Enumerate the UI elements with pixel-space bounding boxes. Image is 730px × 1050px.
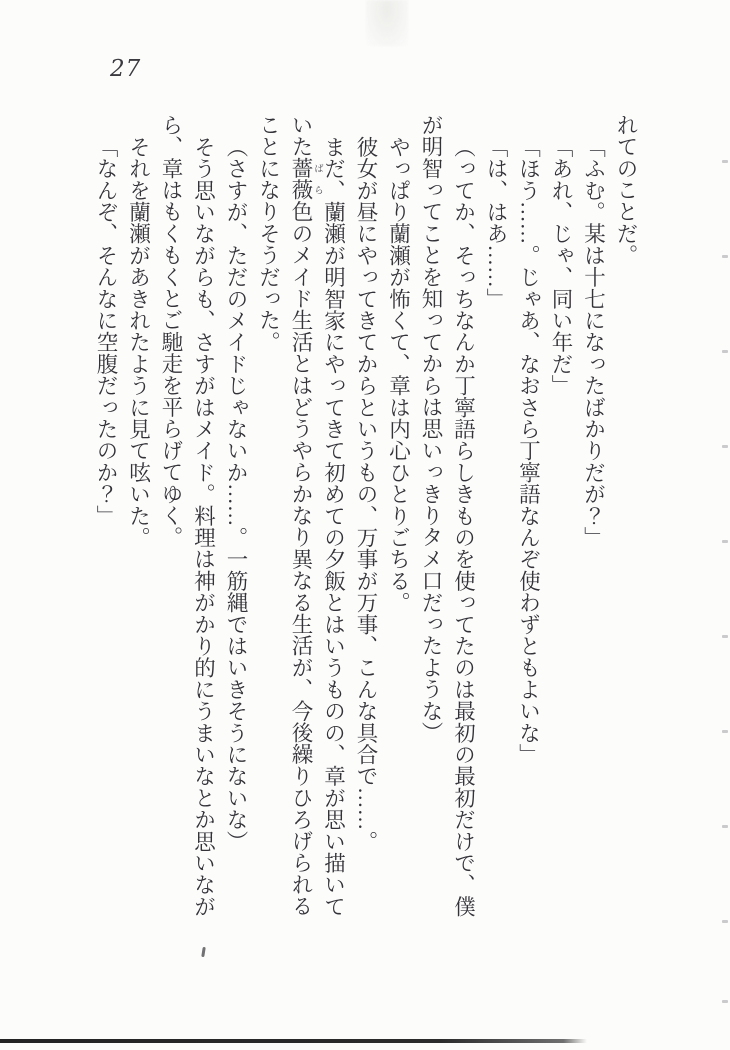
bleed-mark (722, 445, 728, 448)
scan-stray-mark (201, 947, 206, 957)
paragraph-4: 「ほう……。じゃあ、なおさら丁寧語なんぞ使わずともよいな」 (516, 135, 541, 765)
bleed-mark (722, 350, 728, 353)
paragraph-9 (252, 114, 350, 934)
bleed-mark (722, 255, 728, 258)
paragraph-5: 「は、はあ……」 (484, 135, 508, 310)
furigana-rose (289, 157, 322, 201)
bleed-mark (722, 920, 728, 923)
paragraph-12: それを蘭瀬があきれたように見て呟いた。 (126, 135, 151, 548)
bleed-mark (722, 160, 728, 163)
paragraph-1: れてのことだ。 (614, 114, 638, 266)
bleed-mark (722, 540, 728, 543)
novel-text-block (89, 114, 642, 934)
bleed-mark (722, 635, 728, 638)
paragraph-13: 「なんぞ、そんなに空腹だったのか？」 (94, 135, 118, 527)
paragraph-11: そう思いながらも、さすがはメイド。料理は神がかり的にうまいなとか思いながら、章はもくもくとご馳走を平らげてゆく。 (159, 114, 216, 917)
paragraph-8: 彼女が昼にやってきてからというもの、万事が万事、こんな具合で……。 (354, 135, 378, 852)
bleed-mark (722, 730, 728, 733)
scan-edge-line (0, 1039, 587, 1043)
scan-bleed-marks (720, 0, 730, 1050)
paragraph-6: （ってか、そっちなんか丁寧語らしきものを使ってたのは最初の最初だけで、僕が明智ってことを知ってからは思いっきりタメ口だったような） (419, 114, 476, 917)
bleed-mark (722, 1000, 728, 1003)
page-number: 27 (110, 56, 142, 82)
paragraph-10: （さすが、ただのメイドじゃないか……。一筋縄ではいきそうにないな） (224, 135, 248, 852)
paragraph-9-post: 色のメイド生活とはどうやらかなり異なる生活が、今後繰りひろげられることになりそうだった。 (256, 114, 313, 917)
bleed-mark (722, 825, 728, 828)
scan-smudge (366, 0, 408, 46)
paragraph-7: やっぱり蘭瀬が怖くて、章は内心ひとりごちる。 (386, 135, 411, 613)
paragraph-3: 「あれ、じゃ、同い年だ」 (549, 135, 573, 396)
furigana-rose-reading: ばら (312, 157, 322, 201)
furigana-rose-base: 薔薇 (289, 157, 313, 201)
paragraph-2: 「ふむ。某は十七になったばかりだが？」 (581, 135, 606, 548)
paragraph-9-pre: まだ、蘭瀬が明智家にやってきて初めての夕飯とはいうものの、章が思い描いていた (289, 114, 346, 917)
